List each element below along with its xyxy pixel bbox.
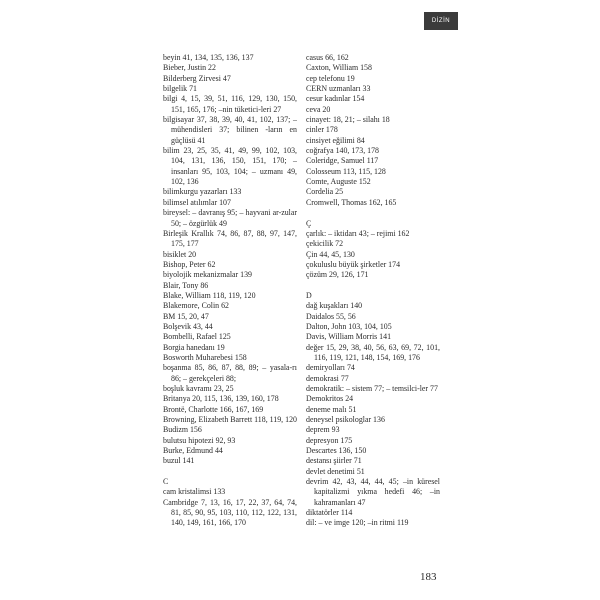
index-entry: casus 66, 162 xyxy=(306,53,349,62)
right-entries-c-cedilla xyxy=(306,229,440,281)
index-entry: demokratik: – sistem 77; – temsilci-ler 77 xyxy=(306,384,438,393)
index-entry: devlet denetimi 51 xyxy=(306,466,365,476)
index-entry: Demokritos 24 xyxy=(306,394,354,404)
index-entry: Britanya 20, 115, 136, 139, 160, 178 xyxy=(163,394,279,404)
index-entry: cinsiyet eğilimi 84 xyxy=(306,135,365,145)
index-entry: Comte, Auguste 152 xyxy=(306,177,371,187)
index-entry: Bilderberg Zirvesi 47 xyxy=(163,73,231,83)
index-entry: Colosseum 113, 115, 128 xyxy=(306,166,386,176)
index-entry: cinayet: 18, 21; – silahı 18 xyxy=(306,115,390,125)
index-entry: depresyon 175 xyxy=(306,435,353,445)
index-entry: demokrasi 77 xyxy=(306,373,349,383)
index-entry: Bombelli, Rafael 125 xyxy=(163,332,231,342)
index-entry: Cromwell, Thomas 162, 165 xyxy=(306,197,397,207)
index-entry: devrim 42, 43, 44, 44, 45; –in küresel kapitalizmi yıkma hedefi 46; –in kahramanları 47 xyxy=(306,477,440,507)
index-entry: Blake, William 118, 119, 120 xyxy=(163,290,256,300)
left-entries-c xyxy=(163,487,297,528)
index-entry: Coleridge, Samuel 117 xyxy=(306,156,379,166)
index-entry: ceva 20 xyxy=(306,104,331,114)
index-entry: destansı şiirler 71 xyxy=(306,456,362,466)
left-entries xyxy=(163,53,297,467)
index-entry: Bosworth Muharebesi 158 xyxy=(163,352,247,362)
index-entry: Descartes 136, 150 xyxy=(306,446,367,456)
index-entry: dil: – ve imge 120; –in ritmi 119 xyxy=(306,518,409,528)
index-entry: değer 15, 29, 38, 40, 56, 63, 69, 72, 101, 116, 119, 121, 148, 154, 169, 176 xyxy=(306,342,440,362)
index-entry: cam kristalimsi 133 xyxy=(163,487,226,497)
index-entry: Davis, William Morris 141 xyxy=(306,332,392,342)
index-entry: bilimkurgu yazarları 133 xyxy=(163,187,242,197)
index-entry: Burke, Edmund 44 xyxy=(163,446,223,456)
page-number: 183 xyxy=(420,571,437,583)
index-entry: Borgia hanedanı 19 xyxy=(163,342,225,352)
index-entry: bilim 23, 25, 35, 41, 49, 99, 102, 103, 104, 131, 136, 150, 151, 170; – insanları 95, 103, 104; – uzmanı 49, 102, 136 xyxy=(163,146,297,187)
index-entry: Cordelia 25 xyxy=(306,187,344,197)
letter-heading-c: C xyxy=(163,477,169,487)
index-entry: çözüm 29, 126, 171 xyxy=(306,270,369,280)
index-entry: boşanma 85, 86, 87, 88, 89; – yasala-rı 86; – gerekçeleri 88; xyxy=(163,363,297,383)
index-entry: BM 15, 20, 47 xyxy=(163,311,209,321)
index-entry: çekicilik 72 xyxy=(306,239,344,249)
index-entry: boşluk kavramı 23, 25 xyxy=(163,384,234,393)
index-entry: deprem 93 xyxy=(306,425,340,435)
right-column xyxy=(306,53,440,529)
index-entry: biyolojik mekanizmalar 139 xyxy=(163,270,252,280)
index-entry: Bieber, Justin 22 xyxy=(163,63,216,73)
index-entry: dağ kuşakları 140 xyxy=(306,301,363,311)
index-entry: Bishop, Peter 62 xyxy=(163,259,216,269)
index-entry: bilgisayar 37, 38, 39, 40, 41, 102, 137; – mühendisleri 37; bilinen -ların en güçlüsü 41 xyxy=(163,115,297,145)
index-entry: demiryolları 74 xyxy=(306,363,355,373)
index-entry: Birleşik Krallık 74, 86, 87, 88, 97, 147, 175, 177 xyxy=(163,228,297,249)
index-entry: bilgelik 71 xyxy=(163,84,197,94)
index-entry: bireysel: – davranış 95; – hayvani ar-zular 50; – özgürlük 49 xyxy=(163,208,297,228)
letter-heading-d: D xyxy=(306,290,312,300)
index-entry: cesur kadınlar 154 xyxy=(306,94,365,104)
index-entry: Cambridge 7, 13, 16, 17, 22, 37, 64, 74, 81, 85, 90, 95, 103, 110, 112, 122, 131, 140, 149, 161, 166, 170 xyxy=(163,497,297,528)
index-entry: Dalton, John 103, 104, 105 xyxy=(306,321,392,331)
index-entry: çokuluslu büyük şirketler 174 xyxy=(306,259,401,269)
index-entry: deneme malı 51 xyxy=(306,404,357,414)
index-entry: Bolşevik 43, 44 xyxy=(163,321,213,331)
index-entry: bilgi 4, 15, 39, 51, 116, 129, 130, 150, 151, 165, 176; –nin tüketici-leri 27 xyxy=(163,94,297,114)
index-entry: cinler 178 xyxy=(306,125,338,135)
index-entry: bisiklet 20 xyxy=(163,249,197,259)
index-entry: Caxton, William 158 xyxy=(306,63,372,73)
index-entry: beyin 41, 134, 135, 136, 137 xyxy=(163,53,254,62)
index-entry: Browning, Elizabeth Barrett 118, 119, 120 xyxy=(163,415,297,425)
index-entry: Daidalos 55, 56 xyxy=(306,311,356,321)
index-entry: Budizm 156 xyxy=(163,425,202,435)
index-entry: bulutsu hipotezi 92, 93 xyxy=(163,435,236,445)
index-entry: deneysel psikologlar 136 xyxy=(306,415,385,425)
index-entry: cep telefonu 19 xyxy=(306,73,355,83)
right-entries-d xyxy=(306,301,440,529)
right-entries xyxy=(306,53,440,208)
index-entry: Çin 44, 45, 130 xyxy=(306,249,355,259)
index-entry: diktatörler 114 xyxy=(306,508,353,518)
index-entry: buzul 141 xyxy=(163,456,195,466)
index-entry: coğrafya 140, 173, 178 xyxy=(306,146,379,156)
letter-heading-c-cedilla: Ç xyxy=(306,218,312,228)
left-column xyxy=(163,53,297,529)
section-header: DİZİN xyxy=(424,12,458,30)
index-entry: Brontë, Charlotte 166, 167, 169 xyxy=(163,404,264,414)
index-entry: Blakemore, Colin 62 xyxy=(163,301,229,311)
index-entry: çarlık: – iktidarı 43; – rejimi 162 xyxy=(306,228,410,238)
index-entry: CERN uzmanları 33 xyxy=(306,84,371,94)
index-entry: Blair, Tony 86 xyxy=(163,280,209,290)
index-entry: bilimsel atılımlar 107 xyxy=(163,197,231,207)
